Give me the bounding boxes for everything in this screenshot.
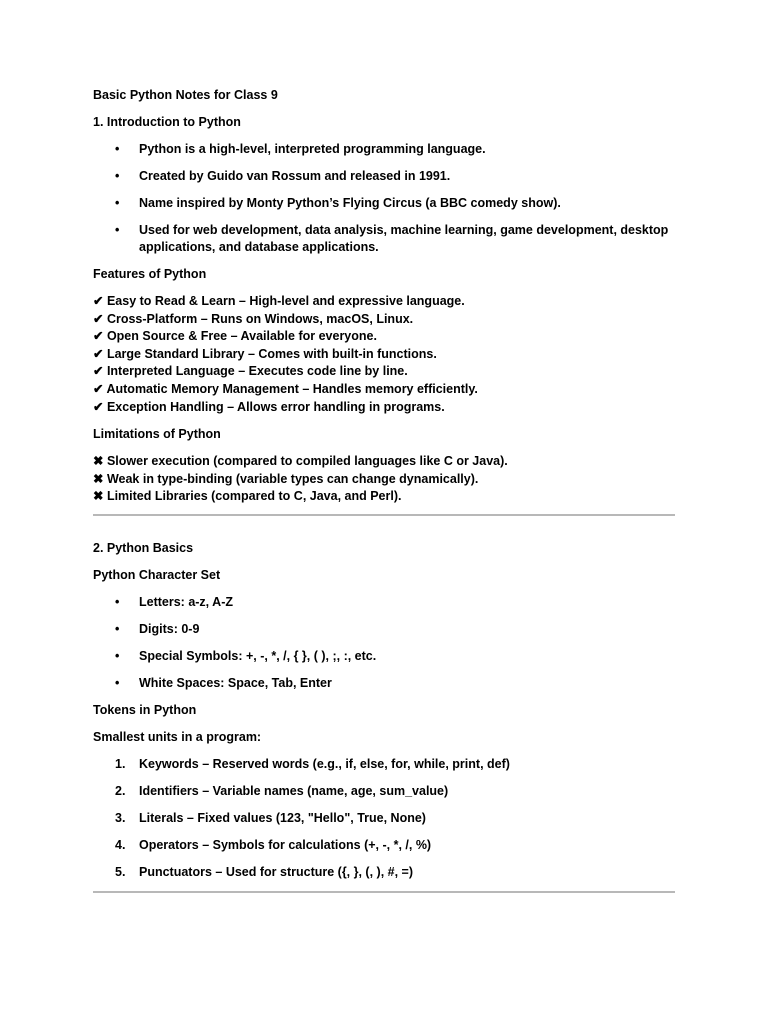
limitation-item: ✖ Limited Libraries (compared to C, Java, and Perl). bbox=[93, 489, 402, 504]
list-item-text: Literals – Fixed values (123, "Hello", True, None) bbox=[139, 810, 426, 825]
list-item: • Created by Guido van Rossum and released in 1991. bbox=[93, 168, 675, 185]
list-number: 5. bbox=[115, 864, 126, 879]
charset-heading: Python Character Set bbox=[93, 567, 221, 582]
feature-item: ✔ Interpreted Language – Executes code line by line. bbox=[93, 364, 408, 379]
tokens-numbered-list bbox=[93, 756, 675, 881]
tokens-heading: Tokens in Python bbox=[93, 702, 197, 717]
list-item-text: Keywords – Reserved words (e.g., if, else, for, while, print, def) bbox=[139, 756, 510, 771]
features-list bbox=[93, 293, 675, 416]
list-item: • Used for web development, data analysis, machine learning, game development, desktop applications, and database applications. bbox=[93, 222, 675, 256]
tokens-intro: Smallest units in a program: bbox=[93, 729, 262, 744]
feature-item: ✔ Easy to Read & Learn – High-level and expressive language. bbox=[93, 294, 465, 308]
feature-item: ✔ Exception Handling – Allows error handling in programs. bbox=[93, 399, 445, 414]
list-number: 2. bbox=[115, 783, 126, 798]
list-item: • Special Symbols: +, -, *, /, { }, ( ), ;, :, etc. bbox=[93, 648, 675, 665]
list-item bbox=[93, 756, 675, 773]
list-number: 3. bbox=[115, 810, 126, 825]
feature-item: ✔ Open Source & Free – Available for everyone. bbox=[93, 329, 377, 344]
section2-heading: 2. Python Basics bbox=[93, 540, 194, 555]
list-item bbox=[93, 837, 675, 854]
charset-bullet-list bbox=[93, 594, 675, 692]
limitations-list bbox=[93, 453, 675, 506]
list-item bbox=[93, 783, 675, 800]
document-title: Basic Python Notes for Class 9 bbox=[93, 88, 278, 102]
limitation-item: ✖ Weak in type-binding (variable types can change dynamically). bbox=[93, 471, 479, 486]
list-number: 4. bbox=[115, 837, 126, 852]
horizontal-divider bbox=[93, 891, 675, 893]
horizontal-divider bbox=[93, 514, 675, 516]
feature-item: ✔ Large Standard Library – Comes with built-in functions. bbox=[93, 346, 437, 361]
document-body bbox=[93, 87, 675, 917]
feature-item: ✔ Cross-Platform – Runs on Windows, macOS, Linux. bbox=[93, 311, 414, 326]
list-item: • Name inspired by Monty Python’s Flying Circus (a BBC comedy show). bbox=[93, 195, 675, 212]
feature-item: ✔ Automatic Memory Management – Handles memory efficiently. bbox=[93, 381, 478, 396]
list-item bbox=[93, 864, 675, 881]
limitations-heading: Limitations of Python bbox=[93, 427, 221, 442]
list-item-text: Identifiers – Variable names (name, age, sum_value) bbox=[139, 783, 449, 798]
list-item: • White Spaces: Space, Tab, Enter bbox=[93, 675, 675, 692]
section1-heading: 1. Introduction to Python bbox=[93, 115, 241, 129]
list-item: • Digits: 0-9 bbox=[93, 621, 675, 638]
features-heading: Features of Python bbox=[93, 267, 207, 281]
list-item bbox=[93, 810, 675, 827]
limitation-item: ✖ Slower execution (compared to compiled languages like C or Java). bbox=[93, 454, 508, 469]
list-item: • Python is a high-level, interpreted programming language. bbox=[93, 141, 675, 158]
list-item-text: Punctuators – Used for structure ({, }, (, ), #, =) bbox=[139, 864, 414, 879]
list-item: • Letters: a-z, A-Z bbox=[93, 594, 675, 611]
list-number: 1. bbox=[115, 756, 126, 771]
intro-bullet-list bbox=[93, 141, 675, 256]
list-item-text: Operators – Symbols for calculations (+, -, *, /, %) bbox=[139, 837, 432, 852]
